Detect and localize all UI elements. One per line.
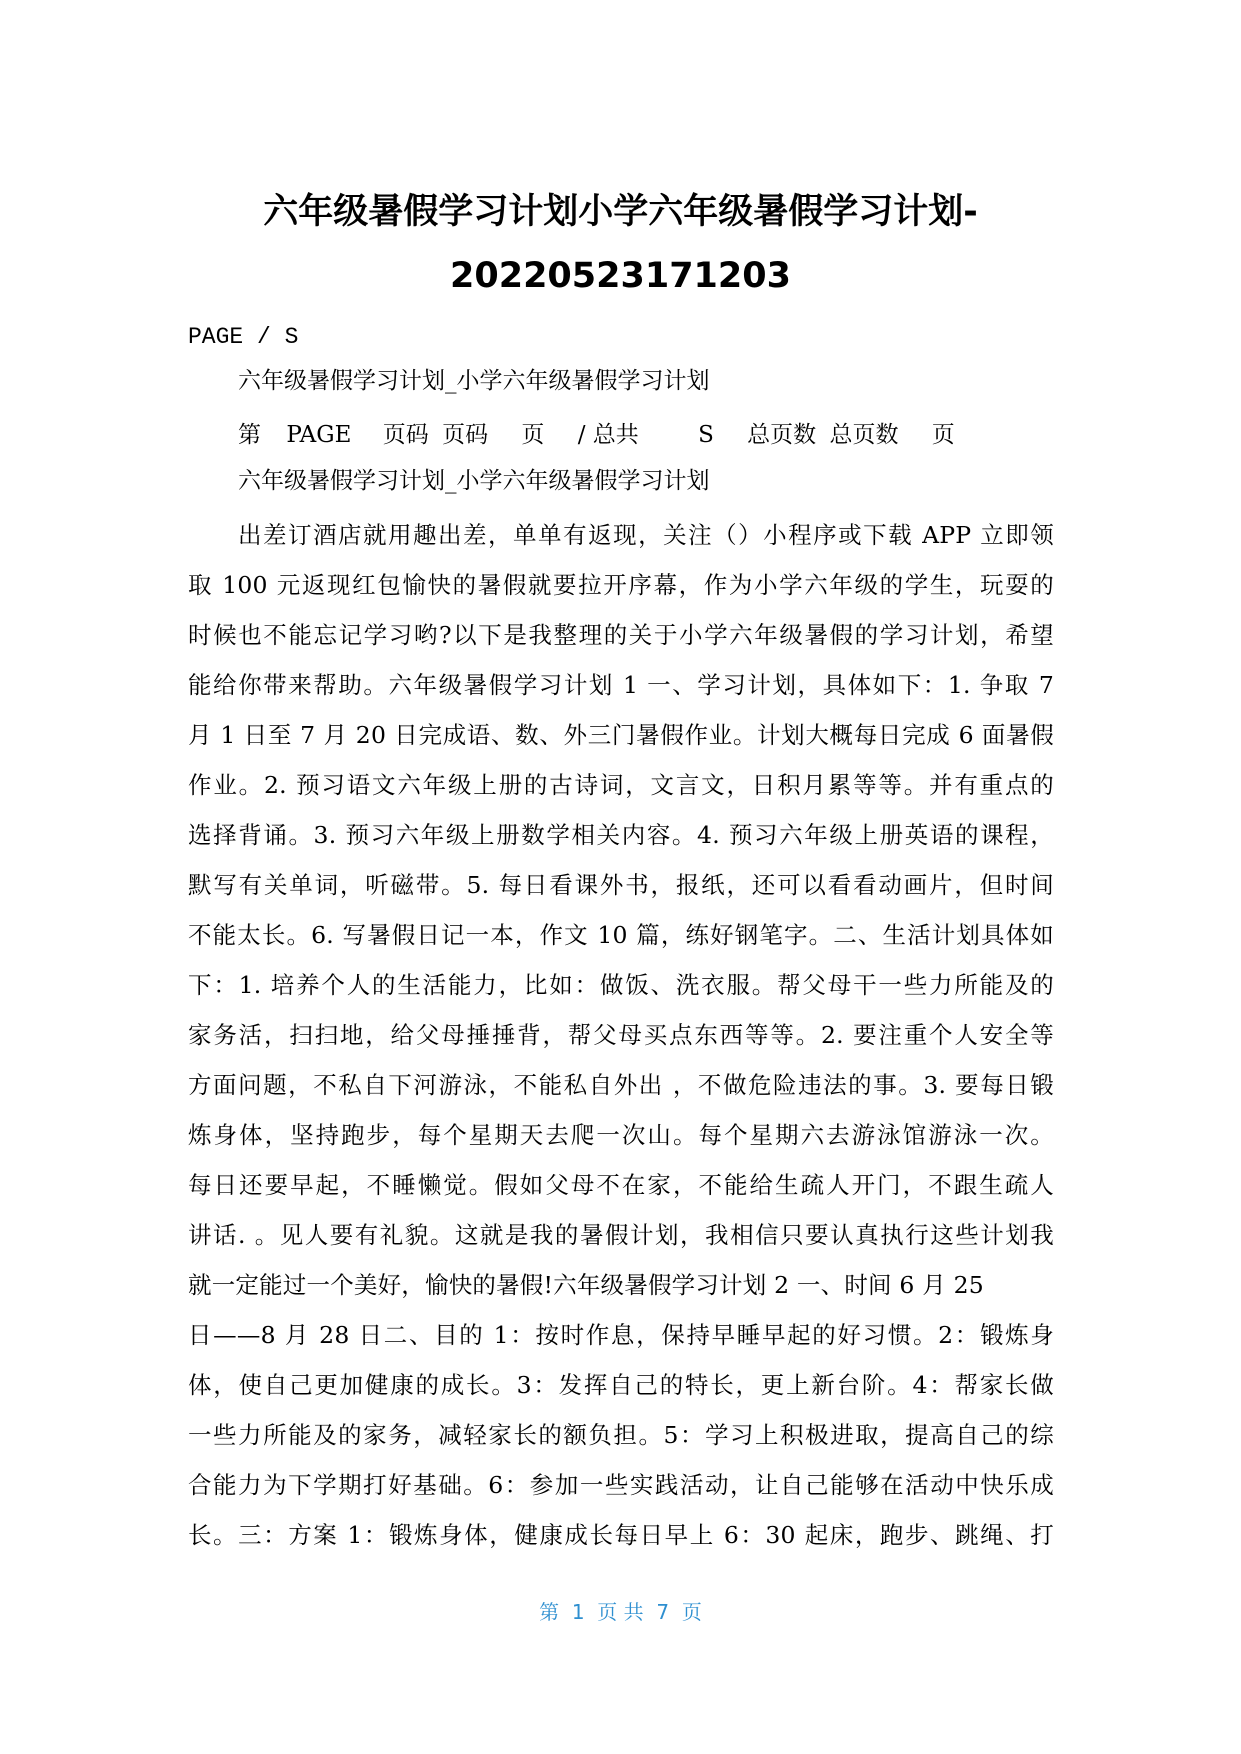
meta-ye-1: 页 [521, 422, 545, 448]
body-line: 作业。2. 预习语文六年级上册的古诗词，文言文，日积月累等等。并有重点的 [188, 771, 1054, 799]
body-line: 不能太长。6. 写暑假日记一本，作文 10 篇，练好钢笔字。二、生活计划具体如 [188, 921, 1054, 949]
body-line: 出差订酒店就用趣出差，单单有返现，关注（）小程序或下载 APP 立即领 [238, 521, 1054, 549]
body-line: 时候也不能忘记学习哟?以下是我整理的关于小学六年级暑假的学习计划，希望 [188, 621, 1054, 649]
meta-yema-2: 页码 [442, 422, 489, 448]
body-line: 就一定能过一个美好，愉快的暑假!六年级暑假学习计划 2 一、时间 6 月 25 [188, 1271, 984, 1299]
body-line: 方面问题，不私自下河游泳，不能私自外出 ，不做危险违法的事。3. 要每日锻 [188, 1071, 1054, 1099]
body-line: 体，使自己更加健康的成长。3：发挥自己的特长，更上新台阶。4：帮家长做 [188, 1371, 1054, 1399]
meta-zongyeshu-2: 总页数 [829, 422, 899, 448]
document-title [180, 180, 1061, 308]
body-line: 炼身体，坚持跑步，每个星期天去爬一次山。每个星期六去游泳馆游泳一次。 [188, 1121, 1054, 1149]
meta-di: 第 [238, 422, 261, 448]
page-number-field-line [238, 420, 955, 450]
body-line: 默写有关单词，听磁带。5. 每日看课外书，报纸，还可以看看动画片，但时间 [188, 871, 1054, 899]
subtitle-1: 六年级暑假学习计划_小学六年级暑假学习计划 [238, 368, 710, 394]
body-line: 每日还要早起，不睡懒觉。假如父母不在家，不能给生疏人开门，不跟生疏人 [188, 1171, 1054, 1199]
meta-yema-1: 页码 [382, 422, 429, 448]
subtitle-2: 六年级暑假学习计划_小学六年级暑假学习计划 [238, 468, 710, 494]
body-line: 家务活，扫扫地，给父母捶捶背，帮父母买点东西等等。2. 要注重个人安全等 [188, 1021, 1054, 1049]
page-footer: 第 1 页 共 7 页 [539, 1600, 702, 1624]
body-line: 取 100 元返现红包愉快的暑假就要拉开序幕，作为小学六年级的学生，玩耍的 [188, 571, 1054, 599]
meta-zongyeshu-1: 总页数 [747, 422, 817, 448]
body-line: 能给你带来帮助。六年级暑假学习计划 1 一、学习计划，具体如下：1. 争取 7 [188, 671, 1054, 699]
body-line: 讲话. 。见人要有礼貌。这就是我的暑假计划，我相信只要认真执行这些计划我 [188, 1221, 1054, 1249]
body-line: 日——8 月 28 日二、目的 1：按时作息，保持早睡早起的好习惯。2：锻炼身 [188, 1321, 1054, 1349]
body-line: 合能力为下学期打好基础。6：参加一些实践活动，让自己能够在活动中快乐成 [188, 1471, 1054, 1499]
meta-page: PAGE [286, 422, 352, 448]
body-line: 月 1 日至 7 月 20 日完成语、数、外三门暑假作业。计划大概每日完成 6 面暑假 [188, 721, 1054, 749]
meta-s: S [698, 422, 714, 448]
body-line: 下：1. 培养个人的生活能力，比如：做饭、洗衣服。帮父母干一些力所能及的 [188, 971, 1054, 999]
body-line: 长。三：方案 1：锻炼身体，健康成长每日早上 6：30 起床，跑步、跳绳、打 [188, 1521, 1054, 1549]
meta-ye-2: 页 [931, 422, 955, 448]
page-field-code: PAGE / S [188, 324, 299, 350]
body-text [188, 510, 1054, 1560]
meta-slash-total: / 总共 [577, 422, 639, 448]
body-line: 选择背诵。3. 预习六年级上册数学相关内容。4. 预习六年级上册英语的课程， [188, 821, 1054, 849]
body-line: 一些力所能及的家务，减轻家长的额负担。5：学习上积极进取，提高自己的综 [188, 1421, 1054, 1449]
title-line-1: 六年级暑假学习计划小学六年级暑假学习计划- [263, 192, 978, 232]
title-line-2: 20220523171203 [450, 256, 791, 296]
